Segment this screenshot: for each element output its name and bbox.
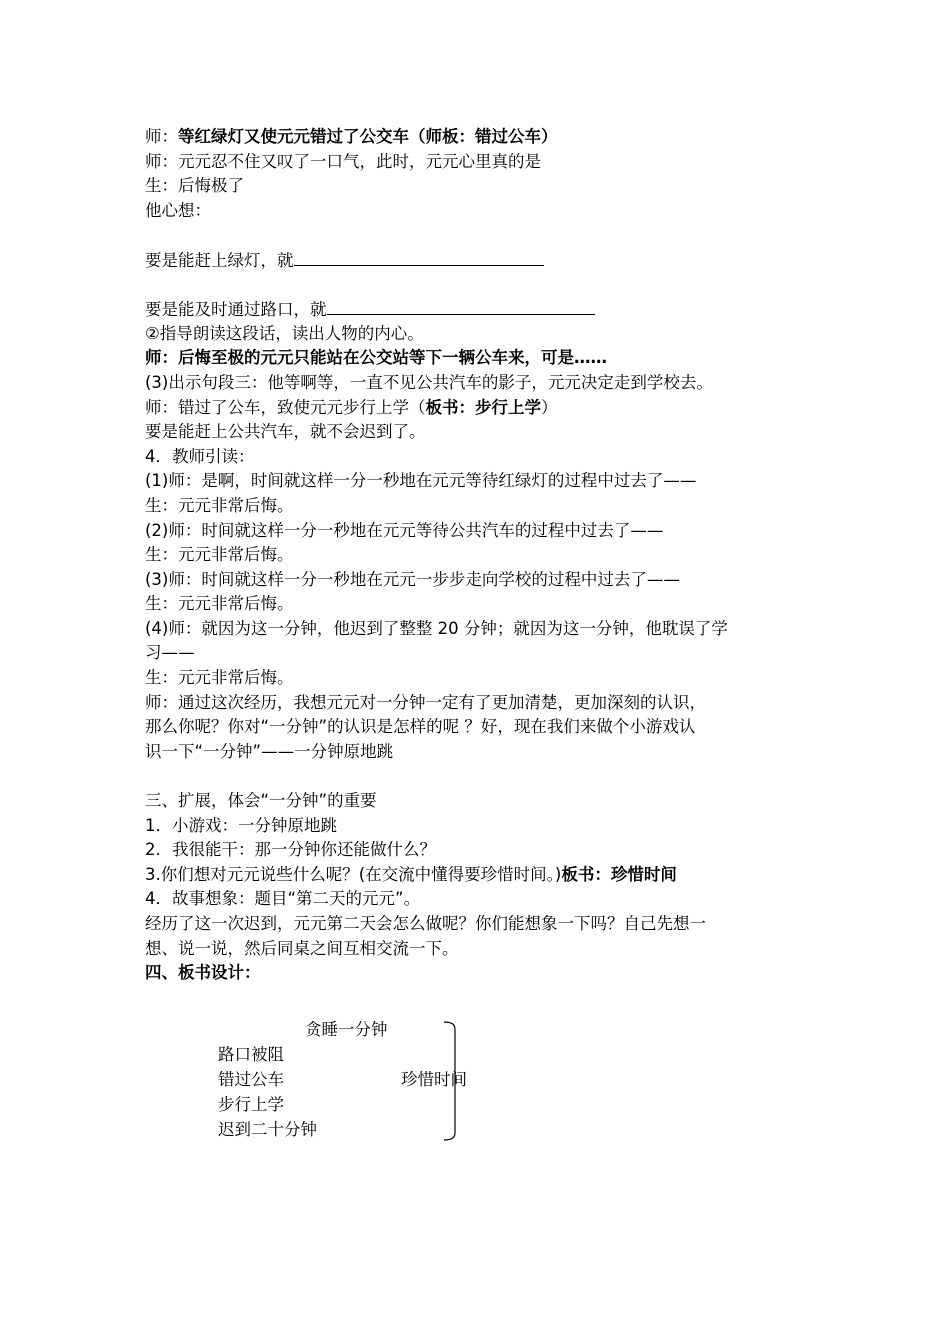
board-item: 贪睡一分钟 bbox=[305, 1020, 388, 1039]
board-item: 迟到二十分钟 bbox=[218, 1120, 317, 1139]
section-heading: 三、扩展，体会“一分钟”的重要 bbox=[145, 791, 377, 811]
text-line: (3)出示句段三：他等啊等，一直不见公共汽车的影子，元元决定走到学校去。 bbox=[145, 372, 713, 392]
text-line bbox=[145, 863, 825, 888]
text-line: 2．我很能干：那一分钟你还能做什么？ bbox=[145, 840, 436, 860]
board-note: 板书：珍惜时间 bbox=[561, 864, 677, 884]
text-line: (4)师：就因为这一分钟，他迟到了整整 20 分钟；就因为这一分钟，他耽误了学 bbox=[145, 618, 728, 638]
board-item: 步行上学 bbox=[218, 1095, 284, 1114]
board-note: 板书：步行上学 bbox=[425, 397, 541, 417]
text-line: 4．故事想象：题目“第二天的元元”。 bbox=[145, 889, 421, 909]
board-conclusion: 珍惜时间 bbox=[401, 1070, 467, 1089]
blank-gap bbox=[145, 223, 825, 248]
text-line: 识一下“一分钟”——一分钟原地跳 bbox=[145, 741, 394, 761]
section-heading: 四、板书设计： bbox=[145, 963, 261, 983]
board-item: 错过公车 bbox=[218, 1070, 284, 1089]
fill-blank-text: 要是能赶上绿灯，就 bbox=[145, 250, 294, 270]
right-brace-icon bbox=[443, 1021, 457, 1141]
speaker-label: 师： bbox=[145, 127, 178, 146]
text-line: 生：元元非常后悔。 bbox=[145, 594, 294, 614]
text-line: 要是能赶上公共汽车，就不会迟到了。 bbox=[145, 422, 426, 442]
text-line: (3)师：时间就这样一分一秒地在元元一步步走向学校的过程中过去了—— bbox=[145, 569, 680, 589]
text-line bbox=[145, 125, 825, 150]
text-line: 师：元元忍不住又叹了一口气，此时，元元心里真的是 bbox=[145, 151, 541, 171]
bold-line: 师：后悔至极的元元只能站在公交站等下一辆公车来，可是…… bbox=[145, 348, 607, 368]
answer-blank bbox=[327, 297, 595, 315]
fill-blank-line bbox=[145, 248, 825, 273]
fill-blank-text: 要是能及时通过路口，就 bbox=[145, 300, 327, 320]
text-segment: ） bbox=[541, 397, 558, 417]
blank-gap bbox=[145, 273, 825, 298]
text-line: 习—— bbox=[145, 643, 195, 663]
text-line: 他心想： bbox=[145, 200, 211, 220]
text-line: 1．小游戏：一分钟原地跳 bbox=[145, 815, 337, 835]
text-line: 师：通过这次经历，我想元元对一分钟一定有了更加清楚，更加深刻的认识， bbox=[145, 692, 706, 712]
text-line: 生：元元非常后悔。 bbox=[145, 495, 294, 515]
text-line: (2)师：时间就这样一分一秒地在元元等待公共汽车的过程中过去了—— bbox=[145, 520, 664, 540]
text-segment: 师：错过了公车，致使元元步行上学（ bbox=[145, 397, 426, 417]
board-item: 路口被阻 bbox=[218, 1045, 284, 1064]
blank-gap bbox=[145, 764, 825, 789]
text-line: 想、说一说，然后同桌之间互相交流一下。 bbox=[145, 938, 459, 958]
bold-text: 等红绿灯又使元元错过了公交车（师板：错过公车） bbox=[178, 127, 558, 146]
text-line: 生：元元非常后悔。 bbox=[145, 545, 294, 565]
fill-blank-line bbox=[145, 297, 825, 322]
text-line: 经历了这一次迟到，元元第二天会怎么做呢？你们能想象一下吗？自己先想一 bbox=[145, 914, 706, 933]
text-line: 生：后悔极了 bbox=[145, 176, 244, 196]
text-line: 那么你呢？你对“一分钟”的认识是怎样的呢 ？好，现在我们来做个小游戏认 bbox=[145, 717, 696, 737]
document-body bbox=[145, 125, 825, 986]
text-segment: 3.你们想对元元说些什么呢？(在交流中懂得要珍惜时间。) bbox=[145, 864, 562, 884]
text-line: 生：元元非常后悔。 bbox=[145, 668, 294, 688]
text-line bbox=[145, 396, 825, 421]
answer-blank bbox=[294, 248, 544, 266]
text-line: (1)师：是啊，时间就这样一分一秒地在元元等待红绿灯的过程中过去了—— bbox=[145, 471, 697, 491]
text-line: 4．教师引读： bbox=[145, 446, 255, 466]
text-line: ②指导朗读这段话，读出人物的内心。 bbox=[145, 323, 424, 343]
